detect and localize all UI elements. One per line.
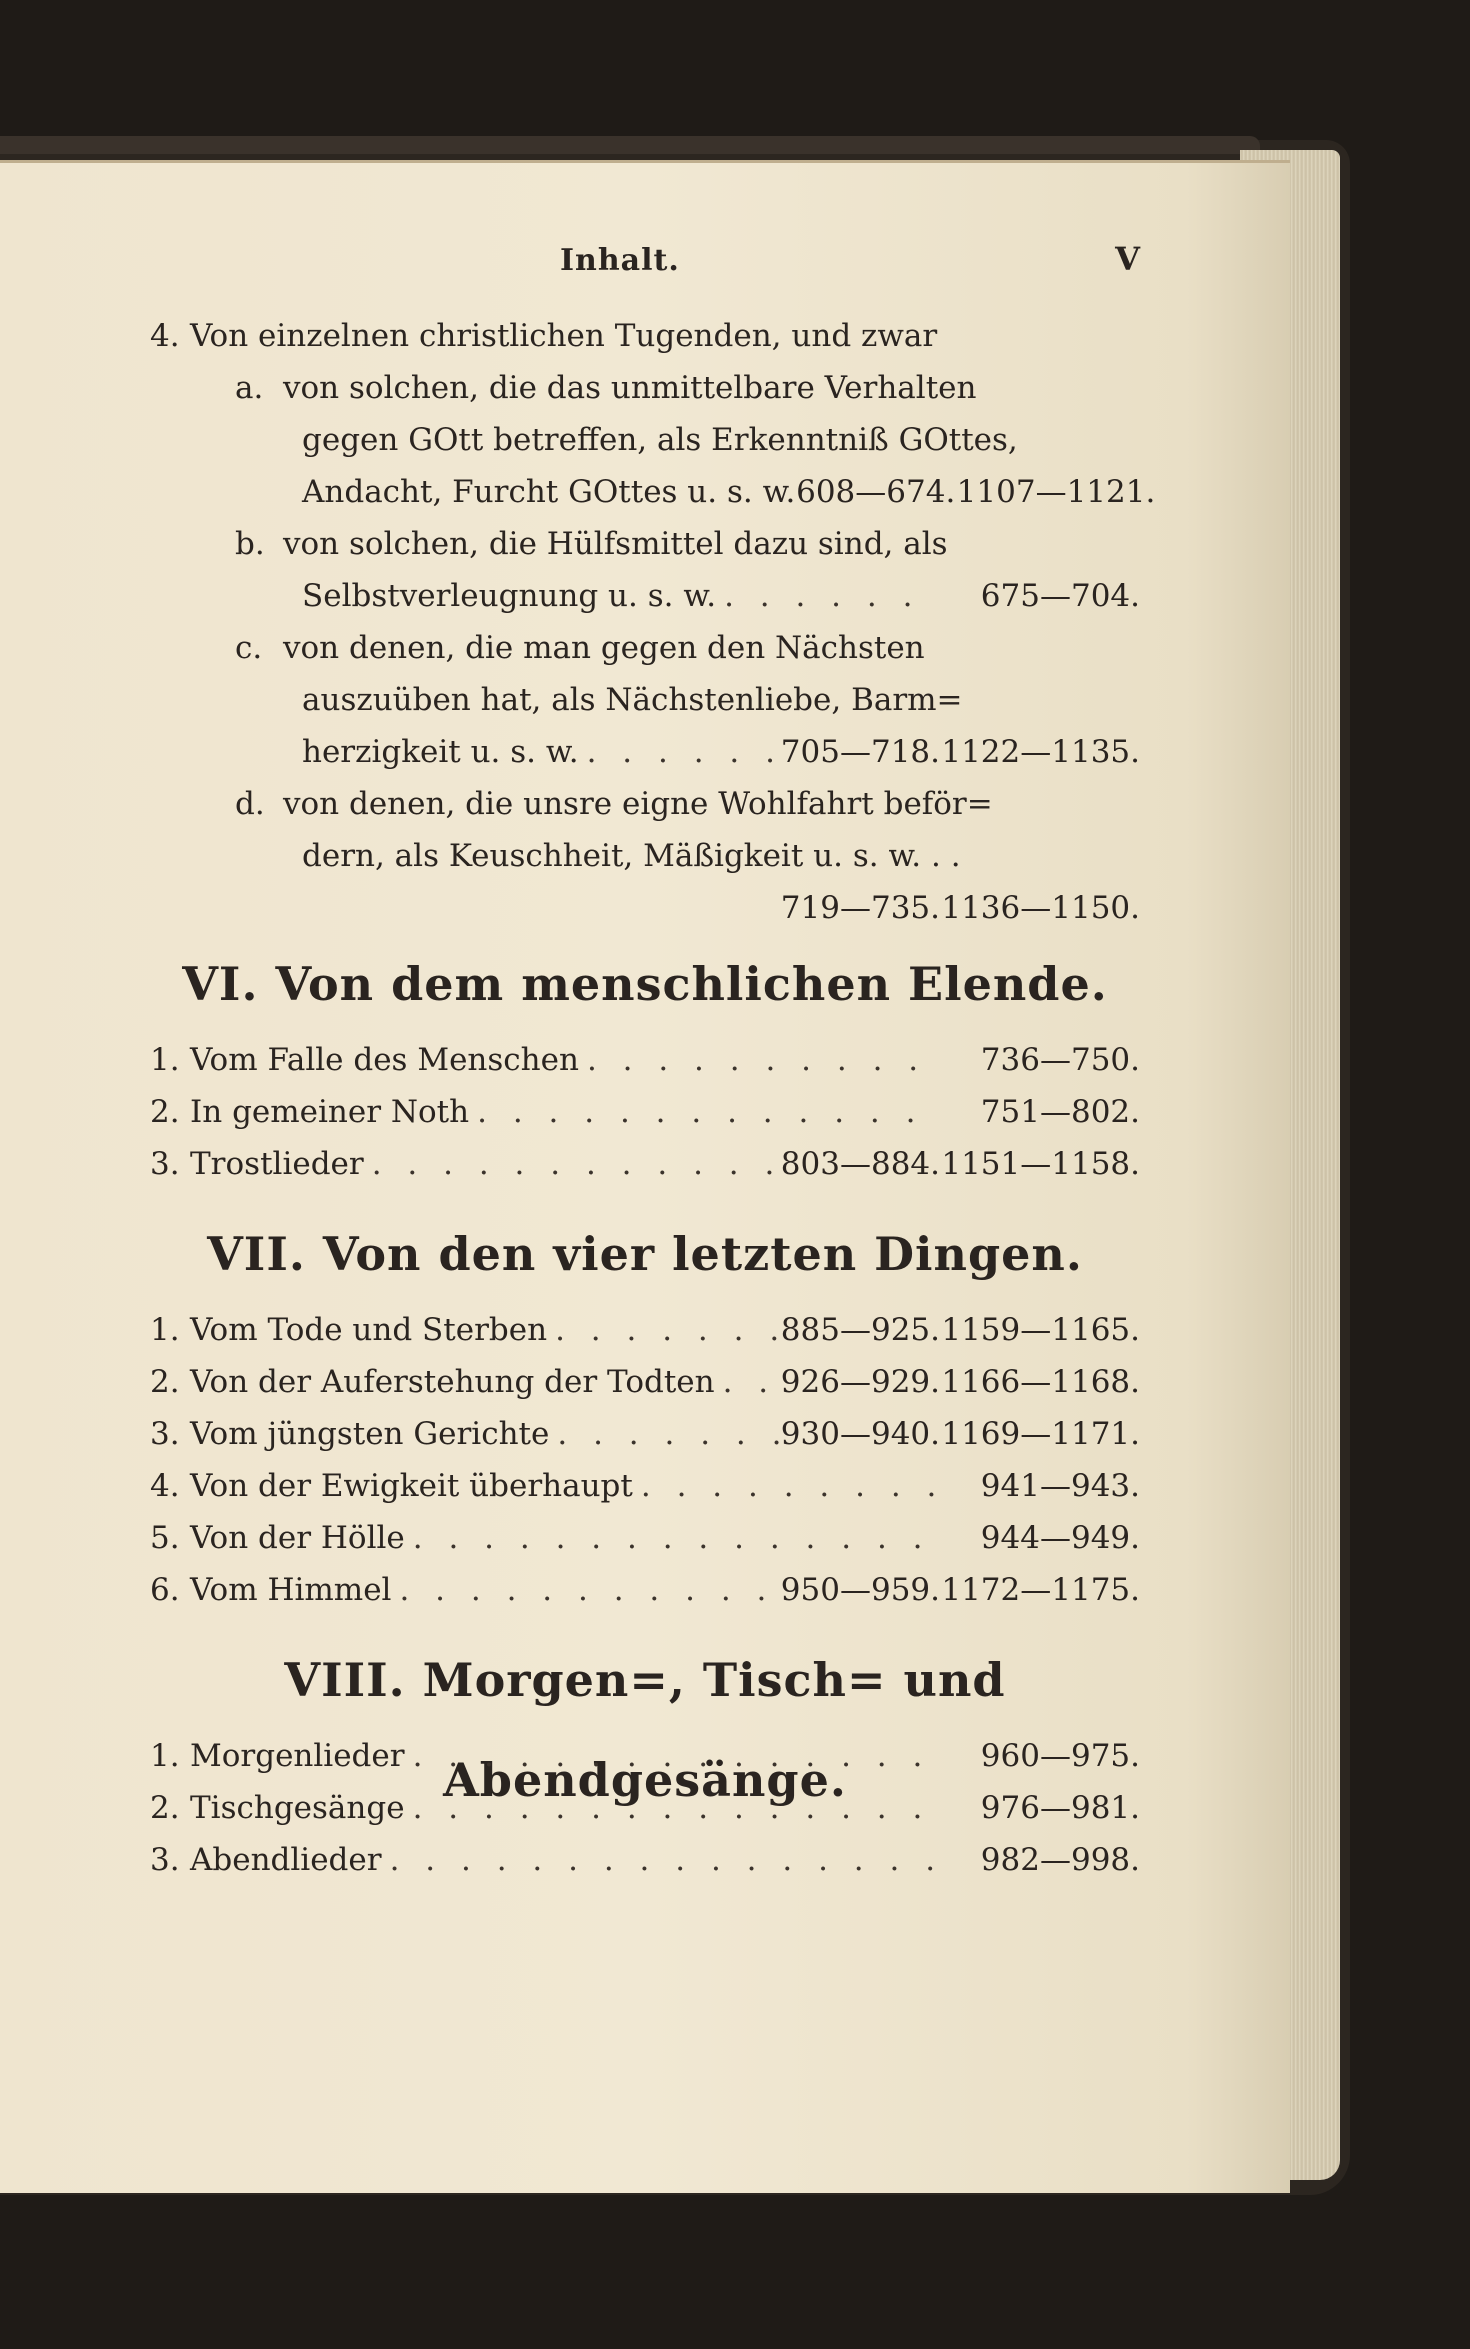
toc-item <box>150 1512 1140 1564</box>
page-ref: 926—929. <box>780 1364 940 1400</box>
toc-number: 2. <box>150 1364 180 1400</box>
page-ref: 941—943. <box>980 1468 1140 1504</box>
page-ref: 885—925. <box>780 1312 940 1348</box>
toc-item-text: Trostlieder <box>190 1146 364 1182</box>
leader-dots <box>382 1834 940 1886</box>
toc-letter: a. <box>235 370 264 406</box>
toc-heading-text: Von einzelnen christlichen Tugenden, und zwar <box>190 318 938 354</box>
toc-heading-line <box>150 310 1140 362</box>
toc-letter: d. <box>235 786 265 822</box>
toc-number: 5. <box>150 1520 180 1556</box>
leader-dots <box>405 1730 940 1782</box>
toc-item <box>150 1460 1140 1512</box>
toc-number: 1. <box>150 1042 180 1078</box>
toc-subitem-a <box>150 362 1140 414</box>
page-ref: 944—949. <box>980 1520 1140 1556</box>
toc-number: 4. <box>150 1468 180 1504</box>
toc-item-text: Vom Falle des Menschen <box>190 1042 579 1078</box>
toc-item <box>150 1834 1140 1886</box>
leader-dots <box>405 1512 940 1564</box>
leader-dots <box>391 1564 780 1616</box>
toc-subitem-c <box>150 622 1140 674</box>
page-ref: 1151—1158. <box>941 1146 1140 1182</box>
toc-item <box>150 1086 1140 1138</box>
running-head: Inhalt. <box>560 243 680 278</box>
toc-item-text: In gemeiner Noth <box>190 1094 470 1130</box>
toc-subitem-text: von denen, die unsre eigne Wohlfahrt beför= <box>283 786 993 822</box>
leader-dots <box>716 570 940 622</box>
toc-number: 3. <box>150 1842 180 1878</box>
toc-item <box>150 1408 1140 1460</box>
toc-item <box>150 1356 1140 1408</box>
toc-item-text: Abendlieder <box>190 1842 382 1878</box>
page-ref: 1169—1171. <box>941 1416 1140 1452</box>
page-ref: 1166—1168. <box>941 1364 1140 1400</box>
cover-edge <box>0 136 1260 154</box>
toc-item <box>150 1730 1140 1782</box>
toc-subitem-text: von denen, die man gegen den Nächsten <box>283 630 925 666</box>
page-ref: 719—735. <box>780 890 940 926</box>
toc-subitem-text: dern, als Keuschheit, Mäßigkeit u. s. w. . . <box>302 838 961 874</box>
toc-item-text: Vom Tode und Sterben <box>190 1312 548 1348</box>
toc-subitem-cont <box>150 466 1156 518</box>
page-ref: 751—802. <box>980 1094 1140 1130</box>
leader-dots <box>579 726 780 778</box>
page-ref: 1172—1175. <box>941 1572 1140 1608</box>
page-ref: 705—718. <box>780 734 940 770</box>
leader-dots <box>715 1356 780 1408</box>
leader-dots <box>547 1304 780 1356</box>
page-ref: 675—704. <box>980 578 1140 614</box>
toc-number: 4. <box>150 318 180 354</box>
page-ref: 930—940. <box>780 1416 940 1452</box>
page-ref: 1136—1150. <box>941 890 1140 926</box>
toc-item <box>150 1304 1140 1356</box>
toc-item <box>150 1564 1140 1616</box>
toc-subitem-cont <box>150 674 1140 726</box>
toc-number: 3. <box>150 1416 180 1452</box>
toc-number: 1. <box>150 1312 180 1348</box>
toc-subitem-text: von solchen, die Hülfsmittel dazu sind, als <box>283 526 948 562</box>
toc-item-text: Von der Hölle <box>190 1520 405 1556</box>
toc-item-text: Von der Ewigkeit überhaupt <box>190 1468 633 1504</box>
toc-item-text: Tischgesänge <box>190 1790 405 1826</box>
page-ref: 803—884. <box>780 1146 940 1182</box>
toc-subitem-text: Selbstverleugnung u. s. w. <box>302 578 717 614</box>
toc-letter: b. <box>235 526 265 562</box>
toc-subitem-text: gegen GOtt betreffen, als Erkenntniß GOttes, <box>302 422 1018 458</box>
toc-subitem-cont <box>150 570 1140 622</box>
leader-dots <box>364 1138 780 1190</box>
toc-number: 2. <box>150 1790 180 1826</box>
leader-dots <box>405 1782 940 1834</box>
page-ref: 976—981. <box>980 1790 1140 1826</box>
toc-subitem-cont <box>150 830 1140 882</box>
toc-number: 3. <box>150 1146 180 1182</box>
toc-item <box>150 1034 1140 1086</box>
toc-subitem-d <box>150 778 1140 830</box>
table-of-contents <box>150 310 1156 1886</box>
leader-dots <box>549 1408 780 1460</box>
toc-item-text: Vom jüngsten Gerichte <box>190 1416 550 1452</box>
page-ref: 950—959. <box>780 1572 940 1608</box>
page-ref: 1122—1135. <box>941 734 1140 770</box>
toc-number: 6. <box>150 1572 180 1608</box>
leader-dots <box>579 1034 940 1086</box>
toc-subitem-text: herzigkeit u. s. w. <box>302 734 579 770</box>
toc-subitem-text: von solchen, die das unmittelbare Verhalten <box>283 370 977 406</box>
toc-item-text: Vom Himmel <box>190 1572 392 1608</box>
page-header <box>560 240 1140 278</box>
toc-number: 2. <box>150 1094 180 1130</box>
page-ref: 608—674. <box>796 474 956 510</box>
section-title: VII. Von den vier letzten Dingen. <box>207 1227 1083 1281</box>
toc-subitem-text: auszuüben hat, als Nächstenliebe, Barm= <box>302 682 963 718</box>
page-number: V <box>1115 240 1140 278</box>
toc-subitem-b <box>150 518 1140 570</box>
section-title: VI. Von dem menschlichen Elende. <box>182 957 1108 1011</box>
toc-subitem-cont <box>150 882 1140 934</box>
toc-subitem-cont <box>150 726 1140 778</box>
leader-dots <box>633 1460 940 1512</box>
toc-item-text: Morgenlieder <box>190 1738 405 1774</box>
leader-dots <box>469 1086 940 1138</box>
section-title: VIII. Morgen=, Tisch= und Abendgesänge. <box>284 1653 1006 1807</box>
toc-number: 1. <box>150 1738 180 1774</box>
page-ref: 1159—1165. <box>941 1312 1140 1348</box>
page-ref: 736—750. <box>980 1042 1140 1078</box>
toc-letter: c. <box>235 630 263 666</box>
toc-item <box>150 1782 1140 1834</box>
toc-subitem-text: Andacht, Furcht GOttes u. s. w. <box>302 474 796 510</box>
page-ref: 960—975. <box>980 1738 1140 1774</box>
page-ref: 1107—1121. <box>956 474 1156 510</box>
toc-subitem-cont <box>150 414 1140 466</box>
toc-item <box>150 1138 1140 1190</box>
page-ref: 982—998. <box>980 1842 1140 1878</box>
toc-item-text: Von der Auferstehung der Todten <box>190 1364 715 1400</box>
